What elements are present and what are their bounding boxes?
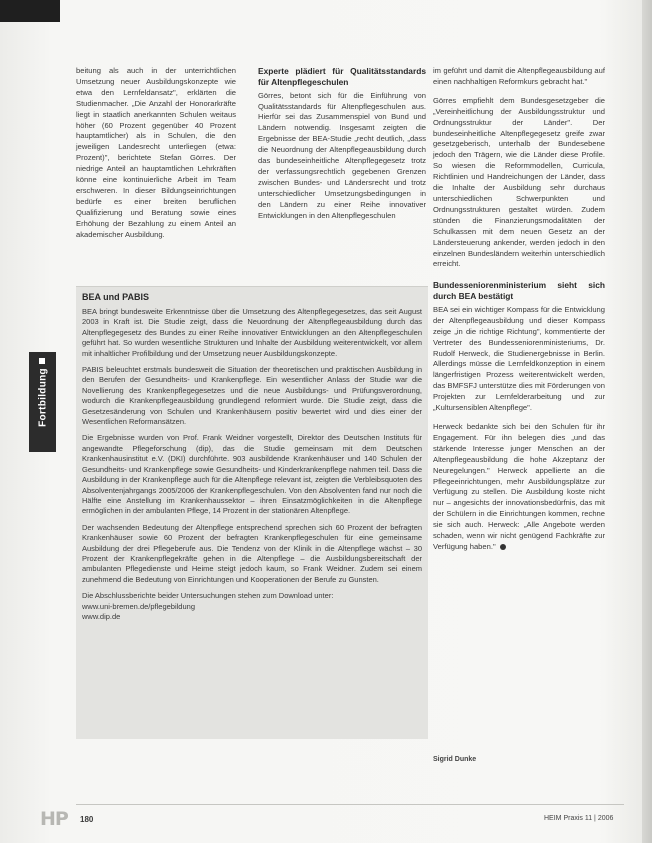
link-uni-bremen[interactable]: www.uni-bremen.de/pflegebildung [82, 601, 195, 611]
end-mark-icon [500, 544, 506, 550]
column-3-text-bottom: BEA sei ein wichtiger Kompass für die Entwicklung der Altenpflegeausbildung und dieser Kompass zeige „in die richtige Richtung", kommentierte der Vertreter des Bundesseniorenministeriums, Dr. Rudolf Herweck, die Studienergebnisse in Berlin. Allerdings müsse die Lernfeldkonzeption in einem längerfristigen Prozess weiterentwickelt werden, das BMFSFJ unterstütze dies mit Förderungen von Projekten zur Lernfelderarbeitung und zur „Kultursensiblen Altenpflege". [433, 304, 605, 413]
info-box-paragraph-2: PABIS beleuchtet erstmals bundesweit die Situation der theoretischen und praktischen Ausbildung in den Berufen der Gesundheits- und Krankenpflege. Ein wesentlicher Anlass der Studie war die Novellierung des Krankenpflegegesetzes und die neue Ausbildungs- und Prüfungsverordnung, wodurch die Krankenpflegeausbildung grundlegend reformiert wurde. Die Studie zeigt, dass die Gesetzesänderung von Schulen und Krankenhäusern positiv bewertet wird und dies einer der Wesentlichen Reformansätzen. [82, 365, 422, 427]
links-intro: Die Abschlussberichte beider Untersuchungen stehen zum Download unter: [82, 591, 334, 601]
column-3-text-end [433, 422, 605, 553]
journal-citation: HEIM Praxis 11 | 2006 [544, 815, 614, 822]
column-1 [76, 66, 236, 280]
column-3-heading: Bundesseniorenministerium sieht sich durch BEA bestätigt [433, 280, 605, 302]
column-2 [258, 66, 426, 280]
author-name: Sigrid Dunke [433, 756, 477, 763]
footer-divider [76, 804, 624, 805]
column-3-text-top: im geführt und damit die Altenpflegeausbildung auf einen nachhaltigen Reformkurs gebracht hat." [433, 66, 605, 86]
column-3-text-mid: Görres empfiehlt dem Bundesgesetzgeber die „Vereinheitlichung der Ausbildungsstruktur und Ordnungsstruktur der Länder". Der bundeseinheitliche Altenpflegegesetz greife zwar gesetzgeberisch, unterhalb der Bundesebene jedoch den Trägern, wie die Länder diese Profile. So wiesen die Reformmodellen, Curricula, Richtlinien und Handreichungen der Länder, dass die Inhalte der Ausbildung sehr durchaus unterschiedlichen Schwerpunkten und Ordnungsstrukturen gestaltet würden. Zudem stünden die Finanzierungsmodalitäten der Schulkassen mit dem neuen Gesetz an der Ländersteuerung ankender, werden jedoch in den einzelnen Bundesländern weiterhin unterschiedlich erreicht. [433, 95, 605, 269]
info-box-paragraph-3: Die Ergebnisse wurden von Prof. Frank Weidner vorgestellt, Direktor des Deutschen Instituts für angewandte Pflegeforschung (dip), das die Studie gemeinsam mit dem Deutschen Krankenhausinstitut e.V. (DKI) durchführte. 903 ausbildende Krankenhäuser und 140 Schulen der Gesundheits- und Krankenpflege sowie Gesundheits- und Kinderkrankenpflege nahmen teil. Dass die Ausbildung in der Krankenpflege auch für die Altenpflege relevant ist, zeigten die Verbleibsquoten des Absolventenjahrgangs 2005/2006 der Krankenpflegeschulen. Von den Absolventen fand nur noch die Hälfte eine Anstellung im Krankenhaussektor – ihren Einsatzmöglichkeiten in die Altenpflege ermöglichen in der ambulanten Pflege, 14 Prozent in der stationären Altenpflege. [82, 433, 422, 516]
info-box [76, 286, 428, 739]
info-box-heading: BEA und PABIS [82, 292, 149, 302]
info-box-paragraph-1: BEA bringt bundesweite Erkenntnisse über die Umsetzung des Altenpflegegesetzes, das seit August 2003 in Kraft ist. Die Studie zeigt, dass die Neuordnung der Altenpflegeausbildung durch das Altenpflegegesetz des Bundes zu einer Reihe innovativer Entwicklungen an den Altenpflegeschulen geführt hat. So wurden wesentliche Strukturen und Inhalte der Ausbildung weiterentwickelt, vor allem mit inhaltlicher Profilbildung und der Umsetzung neuer Ausbildungskonzepte. [82, 307, 422, 358]
column-3-end-text: Herweck bedankte sich bei den Schulen für ihr Engagement. Für ihn belegen dies „und das stärkende Interesse junger Menschen an der Altenpflegeausbildung die hohe Akzeptanz der Neuregelungen." Herweck appellierte an die Pflegeeinrichtungen, mehr Ausbildungsplätze zur Verfügung zu stellen. Die Ausbildung koste nicht nur – angesichts der innovationsbedürfnis, das mit der Schülern in die Einrichtungen kommen, rechne sie sich auch. Herweck: „Alle Angebote werden schaden, wenn wir nicht genügend Fachkräfte zur Verfügung haben." [433, 421, 605, 551]
section-tab-label: Fortbildung [37, 368, 49, 427]
column-3 [433, 66, 605, 746]
column-2-text: Görres, betont sich für die Einführung von Qualitätsstandards für Altenpflegeschulen aus. Hierfür sei das Zusammenspiel von Bund und Ländern notwendig. Insgesamt zeigten die Ergebnisse der BEA-Studie „recht deutlich, „dass die Neuordnung der Altenpflegeausbildung durch das bundeseinheitliche Altenpflegegesetz trotz der verfassungsrechtlich gegebenen Grenzen zwischen Bundes- und Ländersrecht und trotz unterschiedlicher Umsetzungsbedingungen in den Ländern zu einer Reihe innovativer Entwicklungen in den Altenpflegeschulen [258, 90, 426, 220]
page-number: 180 [80, 815, 94, 824]
page-edge-shadow [642, 0, 652, 843]
info-box-paragraph-4: Der wachsenden Bedeutung der Altenpflege entsprechend sprechen sich 60 Prozent der befragten Krankenhäuser sowie 60 Prozent der befragten Krankenpflegeschulen für eine gemeinsame Ausbildung der drei Pflegeberufe aus. Die Tendenz von der Klinik in die Altenpflege wächst – 30 Prozent der Krankenpflegekräfte gehen in die Altenpflege – die Ausbildungsbereitschaft der ambulanten Pflegedienste und Heime steigt jedoch kaum, so Frank Weidner. Zudem sei einem zunehmend die Bedeutung von Einrichtungen und Kooperationen der Berufe zu Gunsten. [82, 522, 422, 584]
info-box-links [82, 591, 422, 622]
section-tab [29, 352, 56, 452]
info-box-content [82, 291, 422, 622]
column-2-heading: Experte plädiert für Qualitätsstandards für Altenpflegeschulen [258, 66, 426, 87]
corner-bar [0, 0, 60, 22]
column-1-text: beitung als auch in der unterrichtlichen Umsetzung neuer Ausbildungskonzepte wie etwa den Lernfeldansatz", erklärten die Studienmacher. „Die Anzahl der Honorarkräfte liegt in staatlich anerkannten Schulen weitaus höher (60 Prozent gegenüber 40 Prozent hauptamtlicher) als in Schulen, die den jeweiligen Landesrecht unterliegen (etwa: Prozent)", berichtete Stefan Görres. Der niedrige Anteil an hauptamtlichen Lehrkräften könne eine kontinuierliche Arbeit im Team erschweren. In dieser Bildungseinrichtungen bedürfe es einer breiten beruflichen Qualifizierung und Beratung sowie eines Erhöhung der Bezahlung zu einem Anteil an akademischer Ausbildung. [76, 66, 236, 239]
magazine-logo: HP [40, 808, 68, 830]
link-dip[interactable]: www.dip.de [82, 611, 121, 621]
